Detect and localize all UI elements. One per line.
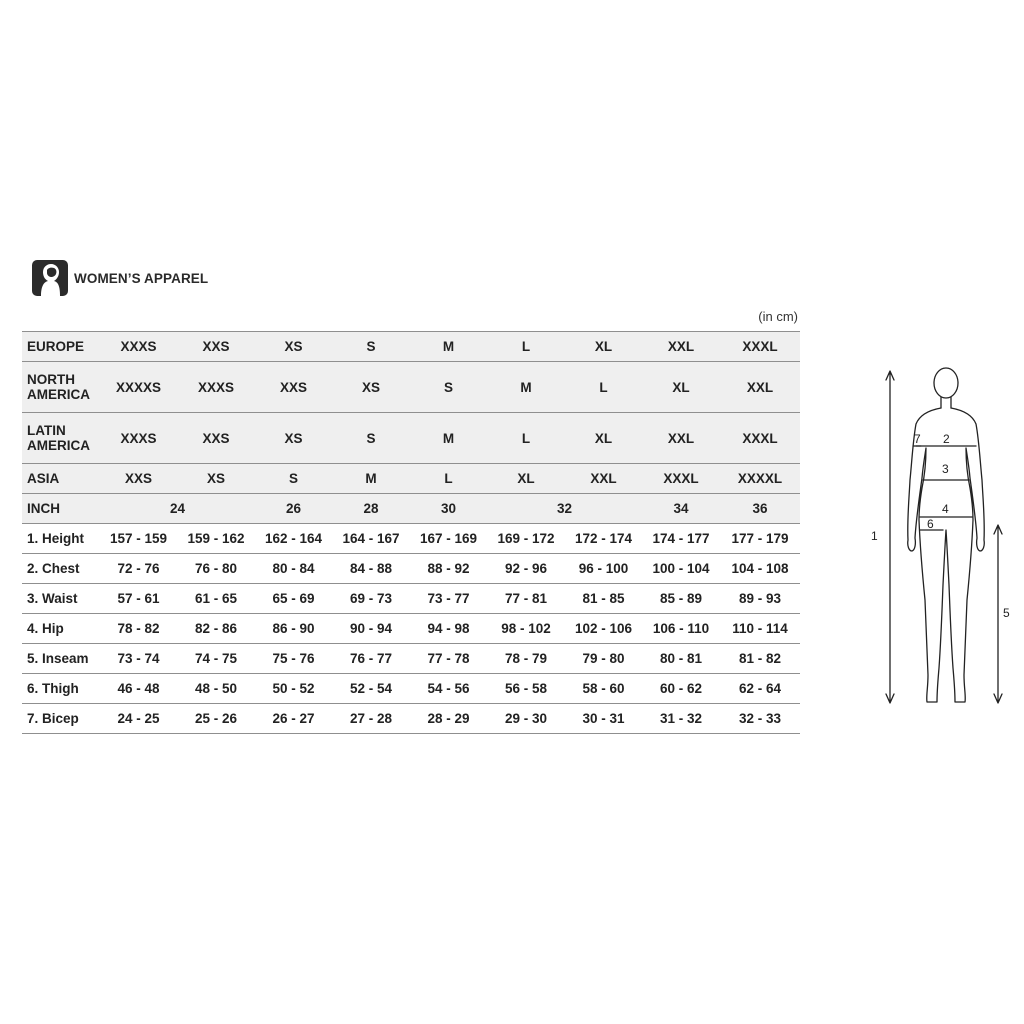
table-cell: 89 - 93 xyxy=(720,584,800,614)
body-measurement-diagram xyxy=(860,360,1020,710)
table-cell: 60 - 62 xyxy=(642,674,720,704)
table-cell: 88 - 92 xyxy=(410,554,487,584)
table-cell: 94 - 98 xyxy=(410,614,487,644)
table-cell: XS xyxy=(177,464,255,494)
label-bicep: 7 xyxy=(914,432,921,446)
table-cell: 90 - 94 xyxy=(332,614,410,644)
table-cell: L xyxy=(487,332,565,362)
table-cell: 162 - 164 xyxy=(255,524,332,554)
table-cell: 24 - 25 xyxy=(100,704,177,734)
table-cell: 84 - 88 xyxy=(332,554,410,584)
table-cell: 110 - 114 xyxy=(720,614,800,644)
table-cell: 65 - 69 xyxy=(255,584,332,614)
table-cell: 24 xyxy=(100,494,255,524)
table-cell: 34 xyxy=(642,494,720,524)
unit-note: (in cm) xyxy=(758,309,798,324)
table-cell: 25 - 26 xyxy=(177,704,255,734)
table-cell: 28 - 29 xyxy=(410,704,487,734)
label-thigh: 6 xyxy=(927,517,934,531)
figure-head xyxy=(934,368,958,398)
table-cell: 77 - 81 xyxy=(487,584,565,614)
measurement-row-waist xyxy=(22,584,800,614)
table-cell: 78 - 82 xyxy=(100,614,177,644)
table-cell: S xyxy=(332,413,410,464)
table-cell: 167 - 169 xyxy=(410,524,487,554)
table-cell: 50 - 52 xyxy=(255,674,332,704)
table-cell: 26 xyxy=(255,494,332,524)
table-cell: 80 - 84 xyxy=(255,554,332,584)
table-cell: XXXL xyxy=(642,464,720,494)
table-cell: XL xyxy=(565,413,642,464)
row-label: INCH xyxy=(22,494,100,524)
table-cell: L xyxy=(487,413,565,464)
table-cell: XXXL xyxy=(720,332,800,362)
table-cell: 54 - 56 xyxy=(410,674,487,704)
table-cell: XXXS xyxy=(100,332,177,362)
row-label: 7. Bicep xyxy=(22,704,100,734)
table-cell: 32 xyxy=(487,494,642,524)
label-chest: 2 xyxy=(943,432,950,446)
table-cell: M xyxy=(487,362,565,413)
measurement-row-inseam xyxy=(22,644,800,674)
table-cell: XXXXS xyxy=(100,362,177,413)
inch-row xyxy=(22,494,800,524)
table-cell: XXL xyxy=(642,413,720,464)
table-cell: 77 - 78 xyxy=(410,644,487,674)
table-cell: 98 - 102 xyxy=(487,614,565,644)
page-title: WOMEN’S APPAREL xyxy=(74,270,209,286)
table-cell: XXS xyxy=(100,464,177,494)
row-label: 2. Chest xyxy=(22,554,100,584)
table-cell: 80 - 81 xyxy=(642,644,720,674)
row-label: 5. Inseam xyxy=(22,644,100,674)
table-cell: 52 - 54 xyxy=(332,674,410,704)
table-cell: XL xyxy=(487,464,565,494)
table-cell: 46 - 48 xyxy=(100,674,177,704)
table-cell: M xyxy=(410,332,487,362)
table-cell: S xyxy=(332,332,410,362)
table-cell: 81 - 82 xyxy=(720,644,800,674)
row-label: ASIA xyxy=(22,464,100,494)
table-cell: 164 - 167 xyxy=(332,524,410,554)
table-cell: 31 - 32 xyxy=(642,704,720,734)
table-cell: 57 - 61 xyxy=(100,584,177,614)
table-cell: XS xyxy=(332,362,410,413)
height-arrow xyxy=(886,371,894,703)
table-cell: 32 - 33 xyxy=(720,704,800,734)
table-cell: 36 xyxy=(720,494,800,524)
row-label: EUROPE xyxy=(22,332,100,362)
size-row-asia xyxy=(22,464,800,494)
table-cell: 85 - 89 xyxy=(642,584,720,614)
measurement-row-hip xyxy=(22,614,800,644)
table-cell: 100 - 104 xyxy=(642,554,720,584)
table-cell: 102 - 106 xyxy=(565,614,642,644)
table-cell: 79 - 80 xyxy=(565,644,642,674)
table-cell: L xyxy=(565,362,642,413)
table-cell: XXL xyxy=(565,464,642,494)
measurement-row-bicep xyxy=(22,704,800,734)
table-cell: 58 - 60 xyxy=(565,674,642,704)
table-cell: 106 - 110 xyxy=(642,614,720,644)
row-label: 3. Waist xyxy=(22,584,100,614)
table-cell: 82 - 86 xyxy=(177,614,255,644)
table-cell: 28 xyxy=(332,494,410,524)
row-label: LATIN AMERICA xyxy=(22,413,100,464)
table-cell: XXL xyxy=(642,332,720,362)
table-cell: 48 - 50 xyxy=(177,674,255,704)
measurement-row-chest xyxy=(22,554,800,584)
table-cell: 26 - 27 xyxy=(255,704,332,734)
table-cell: M xyxy=(410,413,487,464)
table-cell: 27 - 28 xyxy=(332,704,410,734)
table-cell: 177 - 179 xyxy=(720,524,800,554)
measurement-row-height xyxy=(22,524,800,554)
table-cell: 169 - 172 xyxy=(487,524,565,554)
table-cell: XXXS xyxy=(177,362,255,413)
table-cell: M xyxy=(332,464,410,494)
table-cell: 29 - 30 xyxy=(487,704,565,734)
table-cell: 96 - 100 xyxy=(565,554,642,584)
label-height: 1 xyxy=(871,529,878,543)
table-cell: XS xyxy=(255,332,332,362)
measurement-row-thigh xyxy=(22,674,800,704)
label-hip: 4 xyxy=(942,502,949,516)
table-cell: 69 - 73 xyxy=(332,584,410,614)
size-row-north-america xyxy=(22,362,800,413)
table-cell: S xyxy=(255,464,332,494)
size-row-latin-america xyxy=(22,413,800,464)
table-cell: 30 xyxy=(410,494,487,524)
table-cell: XXS xyxy=(177,413,255,464)
table-cell: XXXL xyxy=(720,413,800,464)
table-cell: 76 - 80 xyxy=(177,554,255,584)
table-cell: XL xyxy=(565,332,642,362)
table-cell: 104 - 108 xyxy=(720,554,800,584)
table-cell: XXS xyxy=(177,332,255,362)
woman-silhouette-icon xyxy=(32,260,68,296)
table-cell: 76 - 77 xyxy=(332,644,410,674)
table-cell: 75 - 76 xyxy=(255,644,332,674)
table-cell: L xyxy=(410,464,487,494)
table-cell: 62 - 64 xyxy=(720,674,800,704)
table-cell: XXXXL xyxy=(720,464,800,494)
table-cell: XXS xyxy=(255,362,332,413)
table-cell: XXL xyxy=(720,362,800,413)
row-label: NORTH AMERICA xyxy=(22,362,100,413)
row-label: 1. Height xyxy=(22,524,100,554)
inseam-arrow xyxy=(994,525,1002,703)
row-label: 6. Thigh xyxy=(22,674,100,704)
row-label: 4. Hip xyxy=(22,614,100,644)
figure-body-outline xyxy=(908,408,985,702)
size-chart-table xyxy=(22,331,800,734)
table-cell: 78 - 79 xyxy=(487,644,565,674)
label-inseam: 5 xyxy=(1003,606,1010,620)
table-cell: XXXS xyxy=(100,413,177,464)
table-cell: 174 - 177 xyxy=(642,524,720,554)
table-cell: 56 - 58 xyxy=(487,674,565,704)
table-cell: 159 - 162 xyxy=(177,524,255,554)
table-cell: 72 - 76 xyxy=(100,554,177,584)
table-cell: 61 - 65 xyxy=(177,584,255,614)
table-cell: 172 - 174 xyxy=(565,524,642,554)
table-cell: 73 - 77 xyxy=(410,584,487,614)
table-cell: 157 - 159 xyxy=(100,524,177,554)
table-cell: XS xyxy=(255,413,332,464)
label-waist: 3 xyxy=(942,462,949,476)
table-cell: S xyxy=(410,362,487,413)
table-cell: 86 - 90 xyxy=(255,614,332,644)
table-cell: 74 - 75 xyxy=(177,644,255,674)
chart-header xyxy=(32,260,208,296)
table-cell: XL xyxy=(642,362,720,413)
table-cell: 30 - 31 xyxy=(565,704,642,734)
table-cell: 92 - 96 xyxy=(487,554,565,584)
size-row-europe xyxy=(22,332,800,362)
table-cell: 81 - 85 xyxy=(565,584,642,614)
table-cell: 73 - 74 xyxy=(100,644,177,674)
